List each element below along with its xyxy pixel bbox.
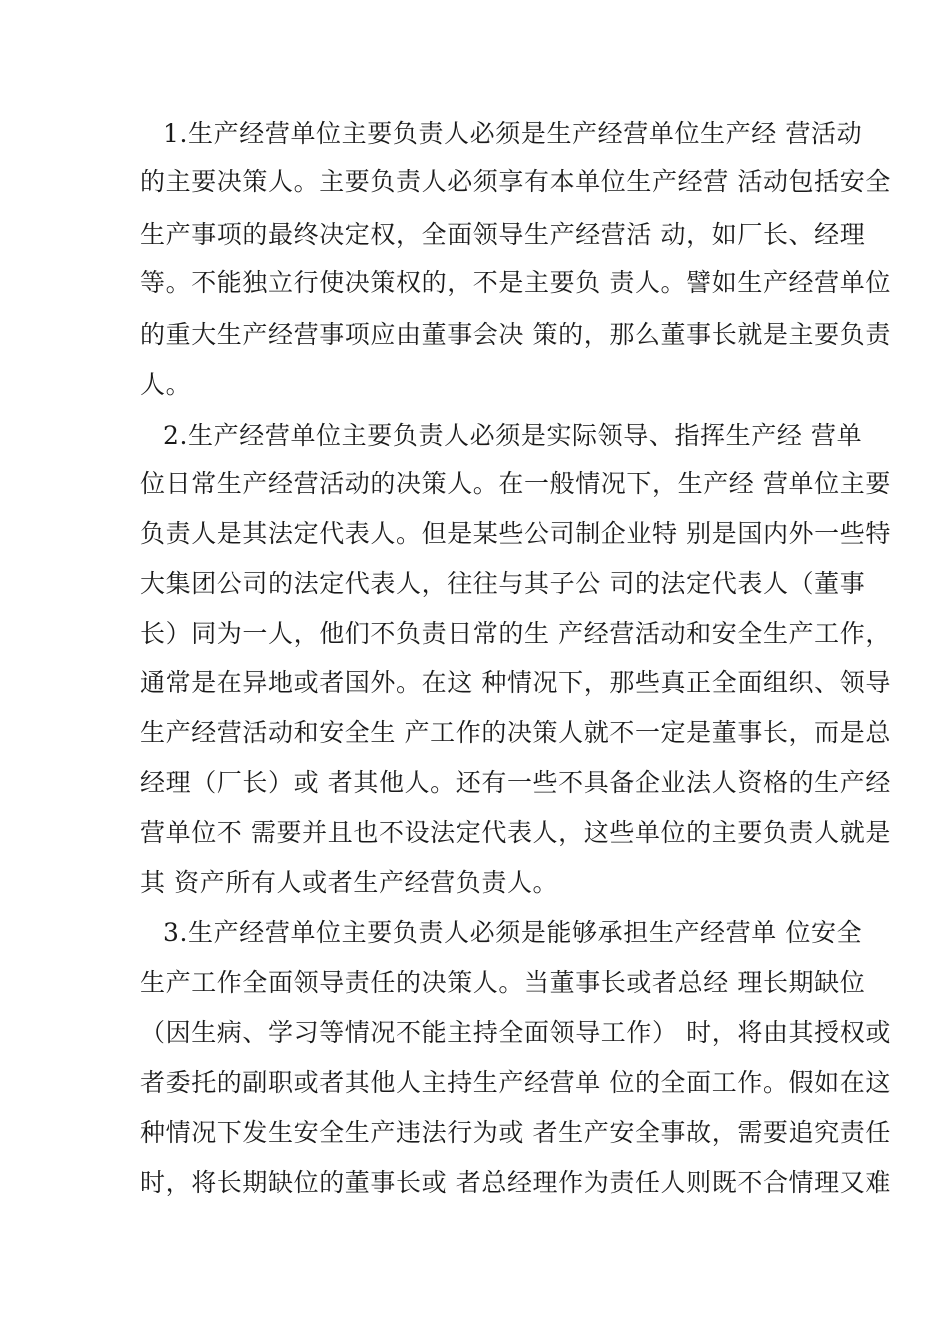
text-line: （因生病、学习等情况不能主持全面领导工作） 时，将由其授权或 bbox=[140, 1018, 891, 1047]
text-line: 负责人是其法定代表人。但是某些公司制企业特 别是国内外一些特 bbox=[140, 519, 891, 548]
text-line: 位日常生产经营活动的决策人。在一般情况下，生产经 营单位主要 bbox=[140, 469, 891, 498]
text-line: 经理（厂长）或 者其他人。还有一些不具备企业法人资格的生产经 bbox=[140, 768, 891, 797]
text-line: 1.生产经营单位主要负责人必须是生产经营单位生产经 营活动 bbox=[163, 119, 863, 148]
text-line: 的重大生产经营事项应由董事会决 策的，那么董事长就是主要负责 bbox=[140, 320, 891, 349]
text-line: 长）同为一人，他们不负责日常的生 产经营活动和安全生产工作， bbox=[140, 619, 891, 648]
text-line: 等。不能独立行使决策权的，不是主要负 责人。譬如生产经营单位 bbox=[140, 268, 891, 297]
text-line: 其 资产所有人或者生产经营负责人。 bbox=[140, 868, 559, 897]
text-line: 3.生产经营单位主要负责人必须是能够承担生产经营单 位安全 bbox=[163, 918, 863, 947]
text-line: 种情况下发生安全生产违法行为或 者生产安全事故，需要追究责任 bbox=[140, 1118, 891, 1147]
text-line: 的主要决策人。主要负责人必须享有本单位生产经营 活动包括安全 bbox=[140, 167, 891, 196]
text-line: 人。 bbox=[140, 370, 192, 399]
text-line: 生产工作全面领导责任的决策人。当董事长或者总经 理长期缺位 bbox=[140, 968, 866, 997]
text-line: 生产事项的最终决定权，全面领导生产经营活 动，如厂长、经理 bbox=[140, 220, 866, 249]
text-line: 2.生产经营单位主要负责人必须是实际领导、指挥生产经 营单 bbox=[163, 421, 863, 450]
text-line: 营单位不 需要并且也不设法定代表人，这些单位的主要负责人就是 bbox=[140, 818, 891, 847]
text-line: 时，将长期缺位的董事长或 者总经理作为责任人则既不合情理又难 bbox=[140, 1168, 891, 1197]
text-line: 生产经营活动和安全生 产工作的决策人就不一定是董事长，而是总 bbox=[140, 718, 891, 747]
text-line: 者委托的副职或者其他人主持生产经营单 位的全面工作。假如在这 bbox=[140, 1068, 891, 1097]
text-line: 大集团公司的法定代表人，往往与其子公 司的法定代表人（董事 bbox=[140, 569, 866, 598]
text-line: 通常是在异地或者国外。在这 种情况下，那些真正全面组织、领导 bbox=[140, 668, 891, 697]
